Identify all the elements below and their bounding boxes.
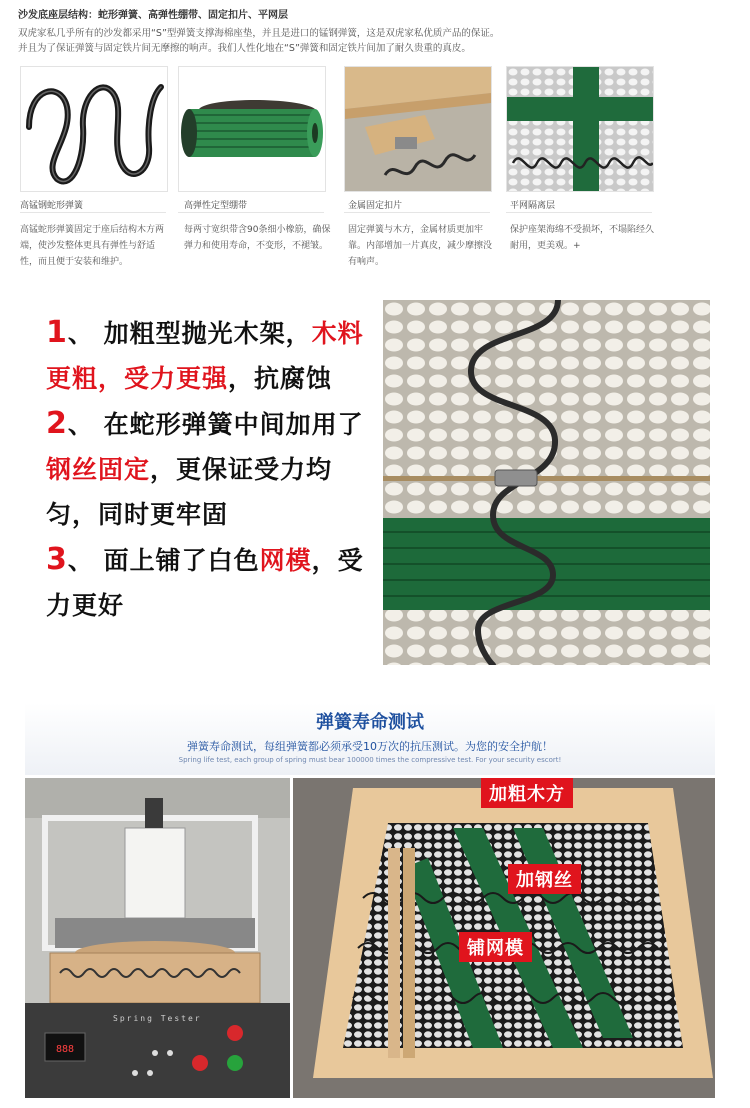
card-title-elastic-belt: 高弹性定型绷带 [184,201,248,211]
intro-line-2: 并且为了保证弹簧与固定铁片间无摩擦的响声。我们人性化地在“S”弹簧和固定铁片间加了耐久贵重的真皮。 [18,43,471,54]
feature-text: 、 面上铺了白色 [67,546,260,575]
card-image-metal-clip [344,66,492,192]
feature-text: ，受力更好 [46,546,364,620]
feature-list [46,310,366,628]
feature-text: 、 加粗型抛光木架， [67,319,312,348]
card-image-snake-spring [20,66,168,192]
feature-item-1 [46,310,366,401]
label-steel-wire: 加钢丝 [508,864,581,894]
card-image-mesh-layer [506,66,654,192]
feature-text: 、 在蛇形弹簧中间加用了 [67,410,364,439]
banner-english-subtitle: Spring life test, each group of spring must bear 100000 times the compressive test. For your security escort! [178,756,562,764]
label-thick-wood: 加粗木方 [481,778,573,808]
card-divider [506,212,652,213]
card-desc-snake-spring: 高锰蛇形弹簧固定于座后结构木方两端，使沙发整体更具有弹性与舒适性，而且便于安装和维护。 [20,225,165,267]
intro-paragraph [18,26,738,56]
feature-number: 2 [46,406,68,441]
label-mesh: 铺网模 [459,932,532,962]
feature-item-3 [46,537,366,628]
card-desc-metal-clip: 固定弹簧与木方，金属材质更加牢靠。内部增加一片真皮，减少摩擦没有响声。 [348,225,493,267]
banner-subtitle: 弹簧寿命测试，每组弹簧都必须承受10万次的抗压测试。为您的安全护航！ [187,740,553,753]
mesh-layer-illustration [507,67,653,191]
card-title-mesh-layer: 平网隔离层 [510,201,556,211]
banner-title: 弹簧寿命测试 [316,712,424,733]
intro-line-1: 双虎家私几乎所有的沙发都采用“S”型弹簧支撑海棉座垫，并且是进口的锰钢弹簧，这是双虎家私优质产品的保证。 [18,28,500,39]
card-title-metal-clip: 金属固定扣片 [348,201,403,211]
card-desc-mesh-layer: 保护座架海绵不受损坏，不塌陷经久耐用，更美观。+ [510,225,655,251]
card-divider [20,212,166,213]
feature-highlight: 网模 [259,546,312,575]
elastic-belt-roll-illustration [179,67,325,191]
feature-highlight: 钢丝固定 [46,455,151,484]
feature-number: 1 [46,315,68,350]
feature-text: ，更保证受力均匀，同时更牢固 [46,455,333,529]
feature-number: 3 [46,542,68,577]
snake-spring-illustration [21,67,167,191]
card-divider [178,212,324,213]
spring-closeup-photo [383,300,710,665]
spring-tester-photo [25,778,290,1098]
test-banner [25,703,715,775]
card-image-elastic-belt [178,66,326,192]
spring-tester-machine [25,778,290,1098]
feature-text: ，抗腐蚀 [228,364,333,393]
card-title-snake-spring: 高锰钢蛇形弹簧 [20,201,84,211]
metal-clip-illustration [345,67,491,191]
feature-highlight: 木料更粗，受力更强 [46,319,364,393]
section-heading: 沙发底座层结构：蛇形弹簧、高弹性绷带、固定扣片、平网层 [18,10,288,21]
frame-structure-photo [293,778,715,1098]
feature-item-2 [46,401,366,537]
card-divider [344,212,490,213]
machine-label: Spring Tester [113,1014,202,1023]
svg-text:888: 888 [55,1044,75,1055]
card-desc-elastic-belt: 每两寸宽织带含90条细小橡筋，确保弹力和使用寿命，不变形，不褪皱。 [184,225,331,251]
spring-closeup-illustration [383,300,710,665]
